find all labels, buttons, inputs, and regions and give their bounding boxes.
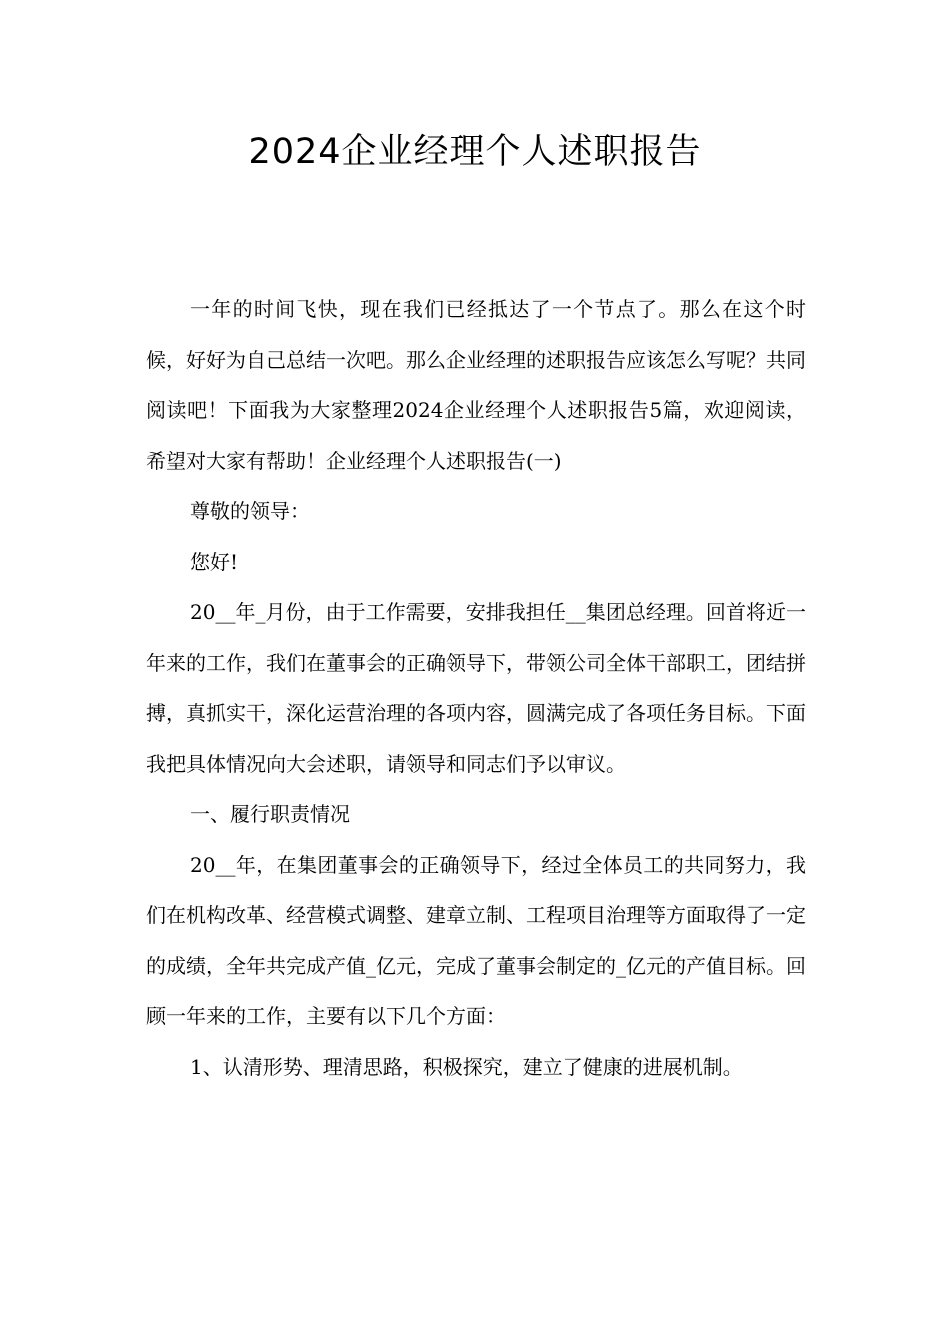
- paragraph-overview: 20__年_月份，由于工作需要，安排我担任__集团总经理。回首将近一年来的工作，我们在董事会的正确领导下，带领公司全体干部职工，团结拼搏，真抓实干，深化运营治理的各项内容，圆满完成了各项任务目标。下面我把具体情况向大会述职，请领导和同志们予以审议。: [146, 600, 806, 776]
- document-body: [146, 284, 806, 1092]
- paragraph-greeting: 您好!: [190, 549, 239, 574]
- document-title: 2024企业经理个人述职报告: [248, 132, 702, 172]
- paragraph-salutation: 尊敬的领导：: [190, 499, 310, 523]
- paragraph-item-1: 1、认清形势、理清思路，积极探究，建立了健康的进展机制。: [190, 1054, 743, 1079]
- section-heading-duties: 一、履行职责情况: [190, 802, 350, 826]
- paragraph-achievements: 20__年，在集团董事会的正确领导下，经过全体员工的共同努力，我们在机构改革、经营模式调整、建章立制、工程项目治理等方面取得了一定的成绩，全年共完成产值_亿元，完成了董事会制定的_亿元的产值目标。回顾一年来的工作，主要有以下几个方面：: [146, 852, 806, 1028]
- paragraph-intro: 一年的时间飞快，现在我们已经抵达了一个节点了。那么在这个时候，好好为自己总结一次吧。那么企业经理的述职报告应该怎么写呢？共同阅读吧！下面我为大家整理2024企业经理个人述职报告5篇，欢迎阅读，希望对大家有帮助！企业经理个人述职报告(一): [146, 297, 806, 473]
